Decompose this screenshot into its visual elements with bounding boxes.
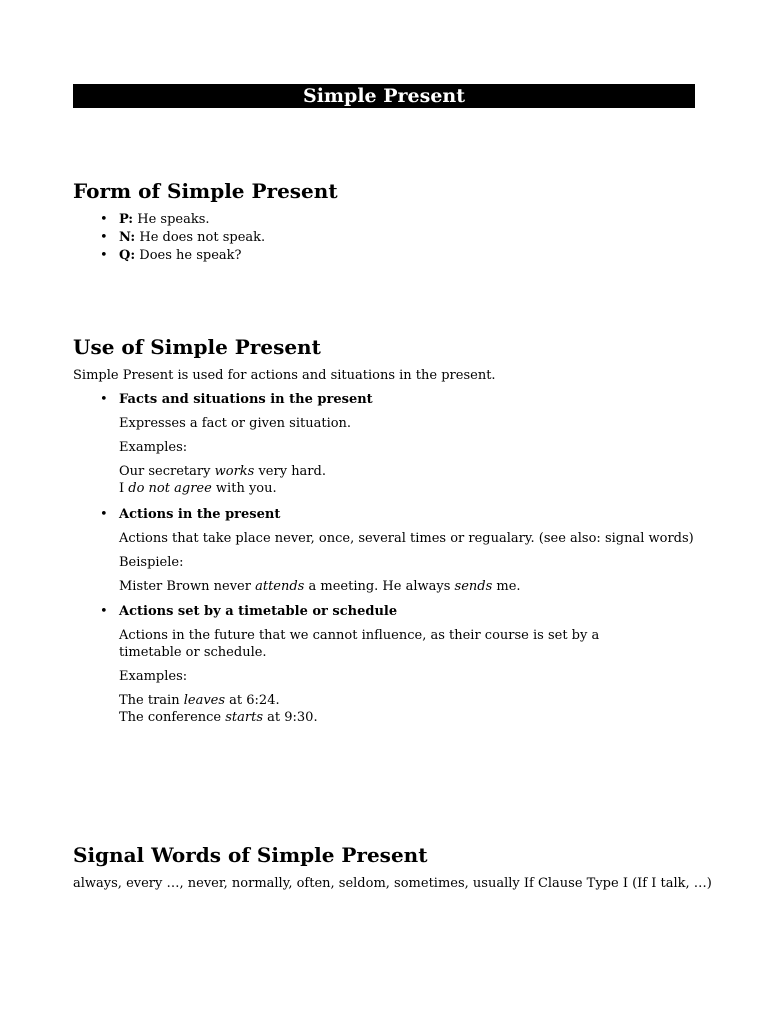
facts-heading: • Facts and situations in the present — [100, 392, 373, 407]
bullet: • — [100, 507, 108, 522]
signal-heading: Signal Words of Simple Present — [73, 843, 428, 867]
timetable-example-2: The conference starts at 9:30. — [119, 710, 318, 725]
form-label: P: — [119, 212, 134, 227]
timetable-section — [100, 603, 700, 726]
form-label: Q: — [119, 248, 136, 263]
form-item-negative — [100, 229, 265, 247]
bullet: • — [100, 604, 108, 619]
form-list — [100, 211, 265, 265]
use-intro: Simple Present is used for actions and situations in the present. — [73, 368, 496, 383]
facts-description: Expresses a fact or given situation. — [119, 416, 352, 431]
form-item-question — [100, 247, 265, 265]
use-heading: Use of Simple Present — [73, 335, 321, 359]
timetable-description: Actions in the future that we cannot influence, as their course is set by a timetable or schedule. — [119, 628, 600, 660]
timetable-examples-label: Examples: — [119, 669, 188, 684]
form-text: Does he speak? — [139, 248, 242, 263]
signal-words: always, every …, never, normally, often, seldom, sometimes, usually If Clause Type I (If I talk, …) — [73, 876, 712, 891]
form-label: N: — [119, 230, 136, 245]
form-text: He does not speak. — [139, 230, 266, 245]
form-text: He speaks. — [137, 212, 210, 227]
facts-example-2: I do not agree with you. — [119, 481, 277, 496]
facts-section — [100, 391, 700, 497]
actions-example-1: Mister Brown never attends a meeting. He always sends me. — [119, 579, 521, 594]
actions-examples-label: Beispiele: — [119, 555, 184, 570]
facts-examples-label: Examples: — [119, 440, 188, 455]
actions-description: Actions that take place never, once, several times or regualary. (see also: signal words) — [119, 531, 694, 546]
form-heading: Form of Simple Present — [73, 179, 338, 203]
actions-heading: • Actions in the present — [100, 507, 281, 522]
bullet: • — [100, 392, 108, 407]
timetable-example-1: The train leaves at 6:24. — [119, 693, 280, 708]
actions-section — [100, 506, 700, 595]
timetable-heading: • Actions set by a timetable or schedule — [100, 604, 398, 619]
facts-example-1: Our secretary works very hard. — [119, 464, 326, 479]
form-item-positive — [100, 211, 265, 229]
document-title: Simple Present — [73, 84, 695, 108]
